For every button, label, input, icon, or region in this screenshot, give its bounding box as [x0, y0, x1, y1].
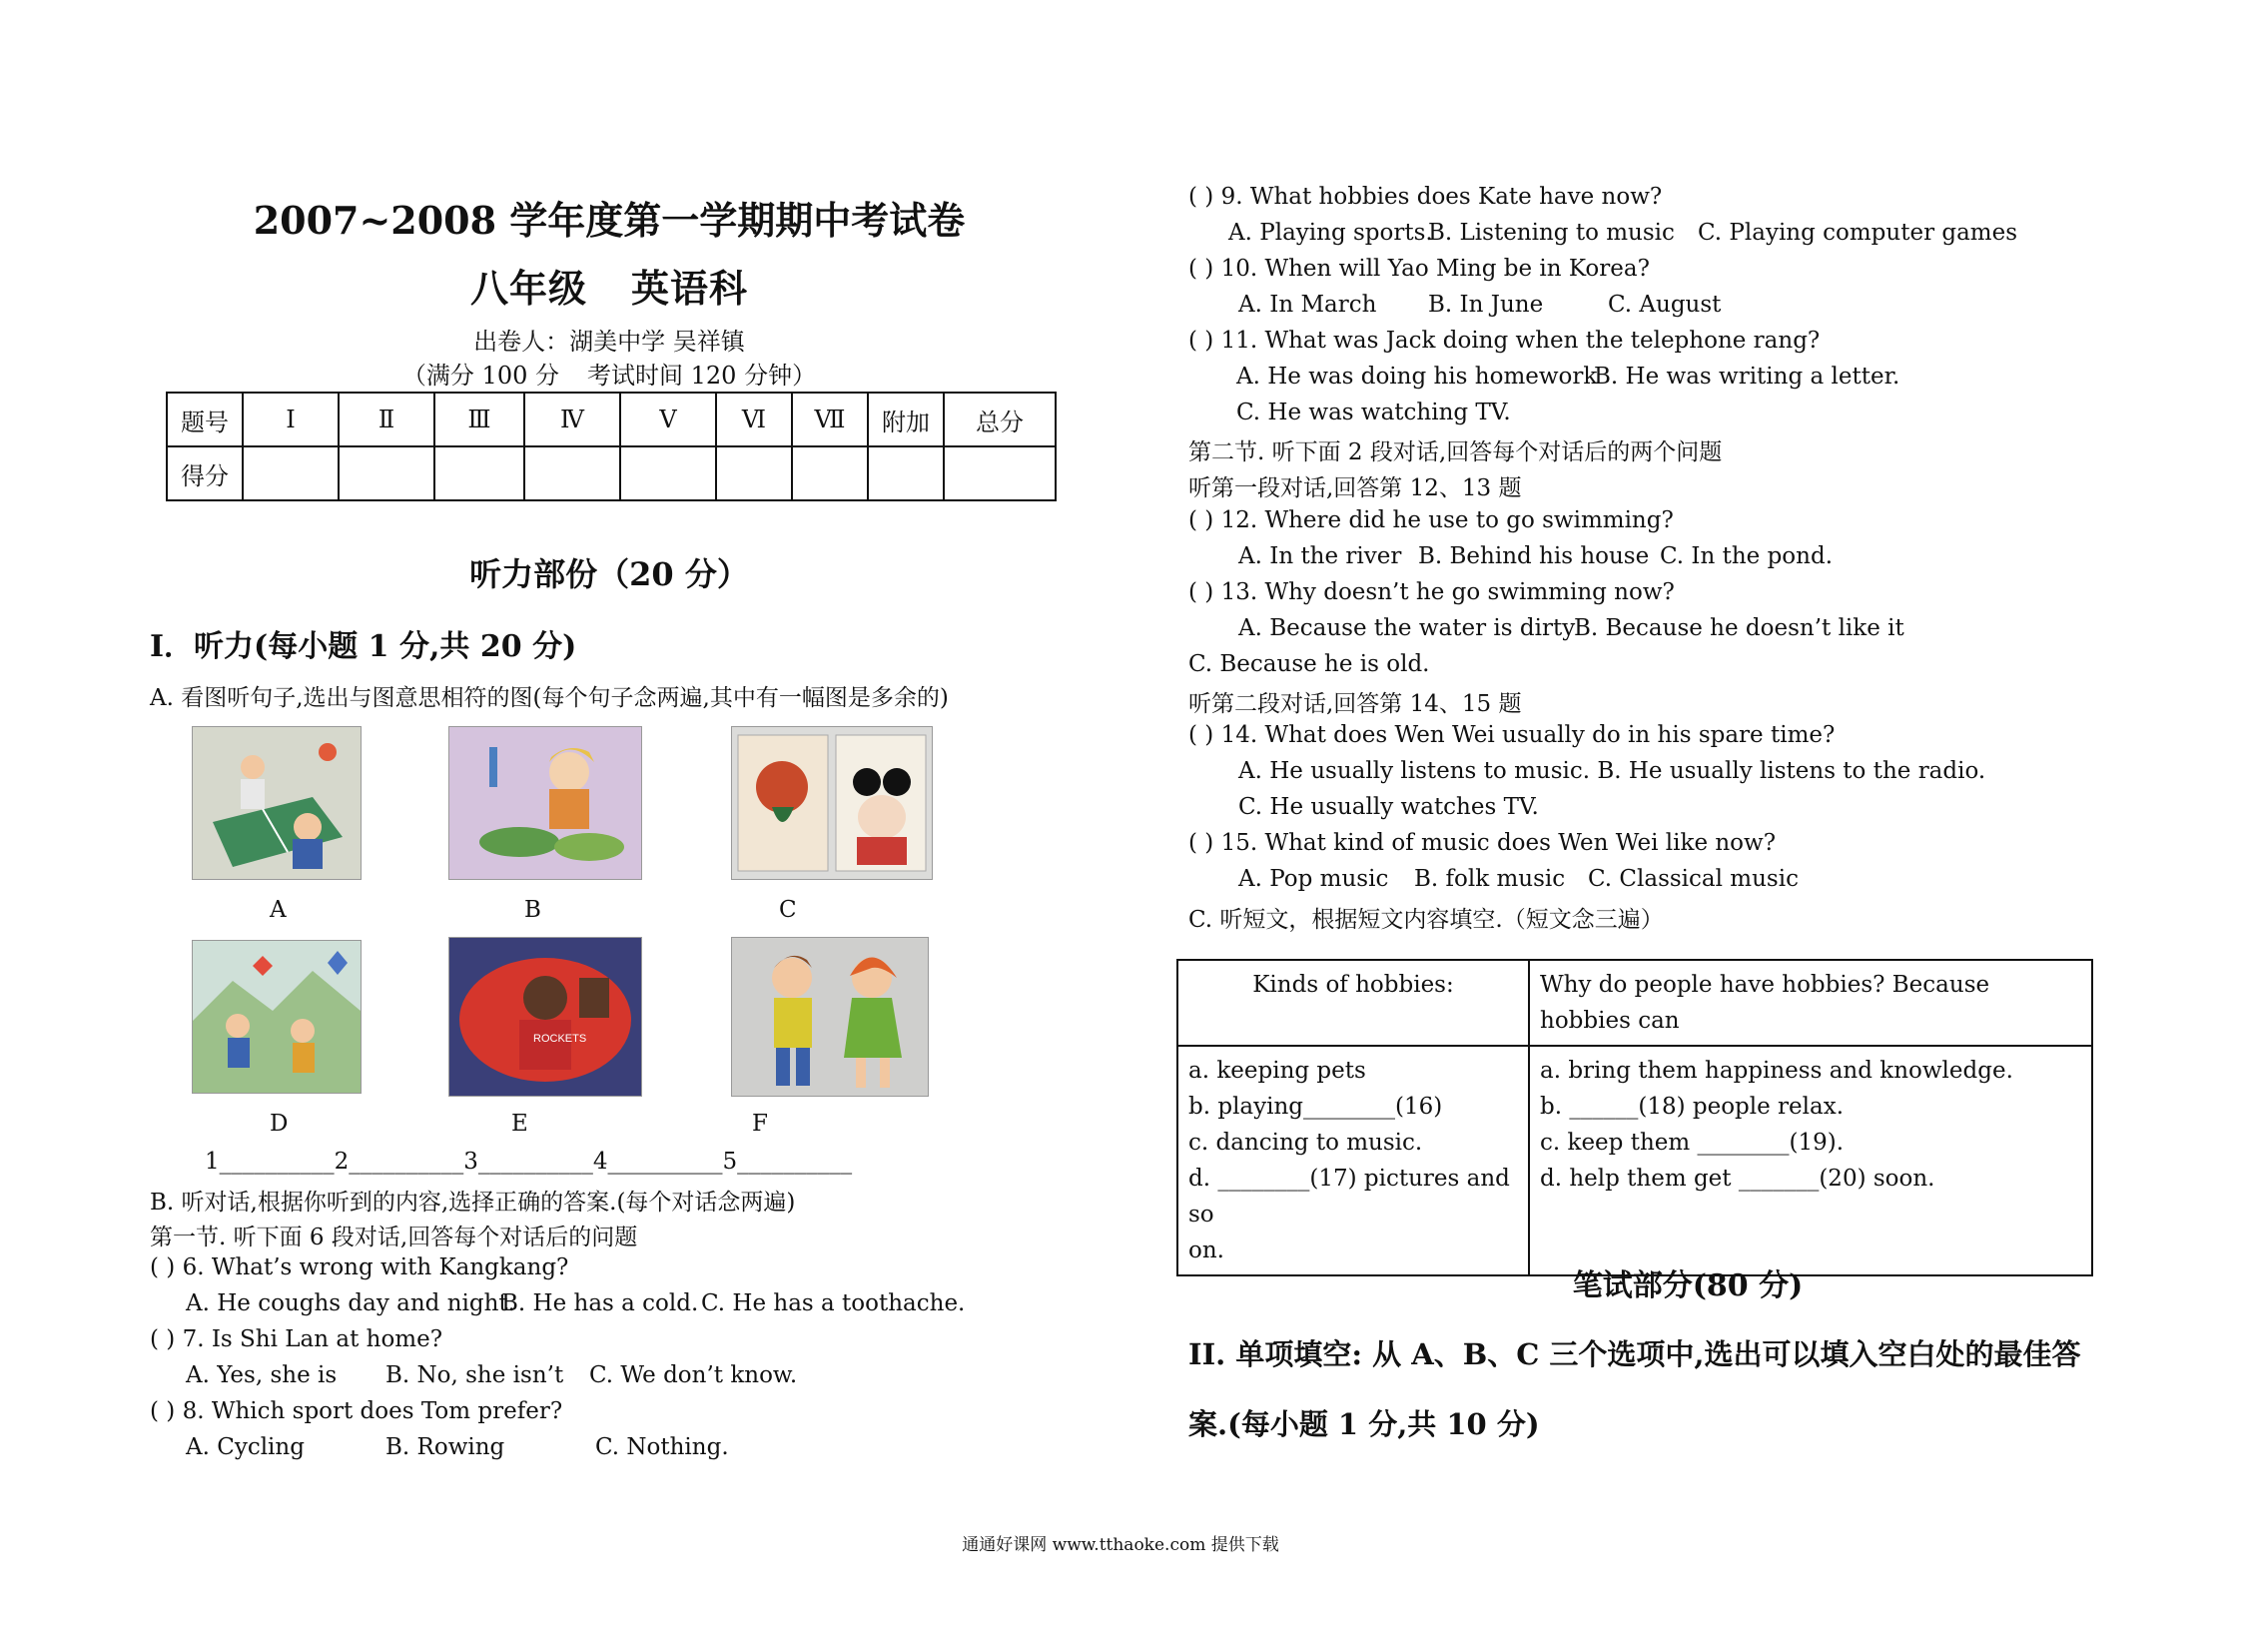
option[interactable]: A. He was doing his homework	[1236, 364, 1598, 390]
subject-label: 英语科	[631, 266, 749, 311]
part-a-instruction: A. 看图听句子,选出与图意思相符的图(每个句子念两遍,其中有一幅图是多余的)	[150, 685, 949, 711]
hobby-item: c. dancing to music.	[1188, 1130, 1423, 1156]
option[interactable]: A. Yes, she is	[186, 1362, 338, 1388]
question-12: ( ) 12. Where did he use to go swimming?	[1188, 507, 1674, 533]
hobby-item-blank[interactable]: b. playing________(16)	[1188, 1094, 1443, 1120]
option[interactable]: B. Rowing	[385, 1434, 505, 1460]
option[interactable]: C. We don’t know.	[589, 1362, 798, 1388]
question-10-options	[1238, 292, 1721, 318]
score-cell: Ⅳ	[524, 393, 620, 446]
question-7-options	[186, 1362, 797, 1388]
question-14-options-ab[interactable]: A. He usually listens to music. B. He usually listens to the radio.	[1238, 758, 1986, 784]
question-11-option-c[interactable]: C. He was watching TV.	[1236, 400, 1511, 425]
option[interactable]: B. He has a cold.	[501, 1290, 699, 1316]
option[interactable]: A. Because the water is dirty	[1238, 615, 1576, 641]
score-cell: 总分	[944, 393, 1056, 446]
score-table	[166, 392, 1057, 501]
question-12-options	[1238, 543, 1833, 569]
score-input-cell[interactable]	[792, 446, 868, 500]
picture-c	[731, 726, 933, 880]
part-c-instruction: C. 听短文，根据短文内容填空.（短文念三遍）	[1188, 907, 1664, 933]
part-b-instruction: B. 听对话,根据你听到的内容,选择正确的答案.(每个对话念两遍)	[150, 1190, 796, 1216]
question-10: ( ) 10. When will Yao Ming be in Korea?	[1188, 256, 1650, 282]
option[interactable]: B. Listening to music	[1428, 220, 1675, 246]
score-table-header-row	[167, 393, 1056, 446]
question-11: ( ) 11. What was Jack doing when the telephone rang?	[1188, 328, 1821, 354]
score-row-label: 得分	[167, 446, 243, 500]
listening-heading: 听力部份（20 分）	[469, 555, 749, 593]
hobbies-reasons-cell	[1529, 1046, 2092, 1275]
hobbies-table-body	[1177, 1046, 2092, 1275]
score-cell: Ⅱ	[339, 393, 434, 446]
full-marks: （满分 100 分	[401, 362, 559, 390]
option[interactable]: A. In the river	[1238, 543, 1402, 569]
score-input-cell[interactable]	[339, 446, 434, 500]
question-6-options	[186, 1290, 965, 1316]
exam-title: 2007~2008 学年度第一学期期中考试卷	[253, 198, 966, 243]
question-11-options	[1236, 364, 1899, 390]
option[interactable]: B. In June	[1428, 292, 1544, 318]
picture-label-a: A	[270, 897, 287, 923]
option[interactable]: C. Playing computer games	[1698, 220, 2018, 246]
option[interactable]: B. He was writing a letter.	[1594, 364, 1900, 390]
option[interactable]: A. Playing sports.	[1228, 220, 1433, 246]
score-input-cell[interactable]	[243, 446, 339, 500]
section2-instruction: 第二节. 听下面 2 段对话,回答每个对话后的两个问题	[1188, 439, 1723, 465]
picture-label-b: B	[524, 897, 541, 923]
picture-label-d: D	[270, 1111, 289, 1137]
question-15: ( ) 15. What kind of music does Wen Wei like now?	[1188, 830, 1777, 856]
score-table-score-row	[167, 446, 1056, 500]
hobby-item: a. keeping pets	[1188, 1058, 1366, 1084]
score-input-cell[interactable]	[868, 446, 944, 500]
section1-instruction: 第一节. 听下面 6 段对话,回答每个对话后的问题	[150, 1225, 638, 1250]
option[interactable]: C. Classical music	[1588, 866, 1799, 892]
exam-time: 考试时间 120 分钟）	[587, 362, 817, 390]
score-cell: Ⅲ	[434, 393, 524, 446]
picture-answer-blanks[interactable]: 1__________2__________3__________4__________5__________	[205, 1149, 853, 1175]
grade-label: 八年级	[469, 266, 587, 311]
reason-item: a. bring them happiness and knowledge.	[1540, 1058, 2013, 1084]
option[interactable]: B. folk music	[1414, 866, 1566, 892]
option[interactable]: C. Nothing.	[595, 1434, 729, 1460]
option[interactable]: A. Pop music	[1238, 866, 1389, 892]
picture-label-e: E	[511, 1111, 528, 1137]
exam-author: 出卷人：湖美中学 吴祥镇	[473, 328, 745, 356]
hobbies-header-right: Why do people have hobbies? Because hobbies can	[1529, 960, 2092, 1046]
question-14-option-c[interactable]: C. He usually watches TV.	[1238, 794, 1539, 820]
score-cell: Ⅶ	[792, 393, 868, 446]
written-heading: 笔试部分(80 分)	[1572, 1268, 1804, 1303]
exam-info	[150, 356, 1069, 391]
score-input-cell[interactable]	[434, 446, 524, 500]
page-footer: 通通好课网 www.tthaoke.com 提供下载	[962, 1535, 1279, 1555]
picture-label-f: F	[752, 1111, 768, 1137]
two-people-talking-illustration	[732, 938, 928, 1096]
score-cell: 附加	[868, 393, 944, 446]
score-cell: Ⅵ	[716, 393, 792, 446]
picture-b	[448, 726, 642, 880]
grade-subject	[150, 258, 1069, 313]
part2-instruction-line2: 案.(每小题 1 分,共 10 分)	[1188, 1407, 1540, 1441]
option[interactable]: C. In the pond.	[1660, 543, 1834, 569]
kite-flying-illustration	[193, 941, 361, 1093]
picture-f	[731, 937, 929, 1097]
question-14: ( ) 14. What does Wen Wei usually do in his spare time?	[1188, 722, 1836, 748]
dialog2-instruction: 听第二段对话,回答第 14、15 题	[1188, 691, 1522, 717]
reason-item-blank[interactable]: d. help them get _______(20) soon.	[1540, 1166, 1935, 1192]
stamps-illustration	[732, 727, 932, 879]
picture-label-c: C	[779, 897, 797, 923]
picture-d	[192, 940, 362, 1094]
option[interactable]: B. Because he doesn’t like it	[1574, 615, 1904, 641]
question-13-option-c[interactable]: C. Because he is old.	[1188, 651, 1430, 677]
svg-text:ROCKETS: ROCKETS	[533, 1033, 587, 1045]
ping-pong-illustration	[193, 727, 361, 879]
question-7: ( ) 7. Is Shi Lan at home?	[150, 1326, 443, 1352]
part2-instruction-line1: II. 单项填空: 从 A、B、C 三个选项中,选出可以填入空白处的最佳答	[1188, 1337, 2081, 1371]
picture-e	[448, 937, 642, 1097]
hobbies-table	[1176, 959, 2093, 1276]
score-cell: Ⅴ	[620, 393, 716, 446]
score-input-cell[interactable]	[620, 446, 716, 500]
hobbies-header-left: Kinds of hobbies:	[1177, 960, 1529, 1046]
option[interactable]: C. August	[1608, 292, 1722, 318]
question-9-options	[1228, 220, 2017, 246]
question-6: ( ) 6. What’s wrong with Kangkang?	[150, 1254, 569, 1280]
score-input-cell[interactable]	[716, 446, 792, 500]
question-9: ( ) 9. What hobbies does Kate have now?	[1188, 184, 1663, 210]
basketball-player-illustration	[449, 938, 641, 1096]
picture-a	[192, 726, 362, 880]
question-13: ( ) 13. Why doesn’t he go swimming now?	[1188, 579, 1675, 605]
option[interactable]: B. Behind his house	[1418, 543, 1650, 569]
option[interactable]: C. He has a toothache.	[701, 1290, 966, 1316]
option[interactable]: B. No, she isn’t	[385, 1362, 564, 1388]
hobby-item-blank[interactable]: d. ________(17) pictures and so	[1188, 1166, 1510, 1228]
option[interactable]: A. He coughs day and night.	[186, 1290, 515, 1316]
question-15-options	[1238, 866, 1799, 892]
listening-part-title: Ⅰ．听力(每小题 1 分,共 20 分)	[150, 629, 577, 664]
hobbies-kinds-cell	[1177, 1046, 1529, 1275]
question-13-options	[1238, 615, 1904, 641]
score-cell: 题号	[167, 393, 243, 446]
question-8: ( ) 8. Which sport does Tom prefer?	[150, 1398, 563, 1424]
reason-item-blank[interactable]: c. keep them ________(19).	[1540, 1130, 1845, 1156]
question-8-options	[186, 1434, 729, 1460]
option[interactable]: A. In March	[1238, 292, 1377, 318]
washing-vegetables-illustration	[449, 727, 641, 879]
reason-item-blank[interactable]: b. ______(18) people relax.	[1540, 1094, 1845, 1120]
score-input-cell[interactable]	[944, 446, 1056, 500]
score-cell: Ⅰ	[243, 393, 339, 446]
hobby-item: on.	[1188, 1238, 1224, 1263]
option[interactable]: A. Cycling	[186, 1434, 305, 1460]
score-input-cell[interactable]	[524, 446, 620, 500]
dialog1-instruction: 听第一段对话,回答第 12、13 题	[1188, 475, 1522, 501]
hobbies-table-header	[1177, 960, 2092, 1046]
